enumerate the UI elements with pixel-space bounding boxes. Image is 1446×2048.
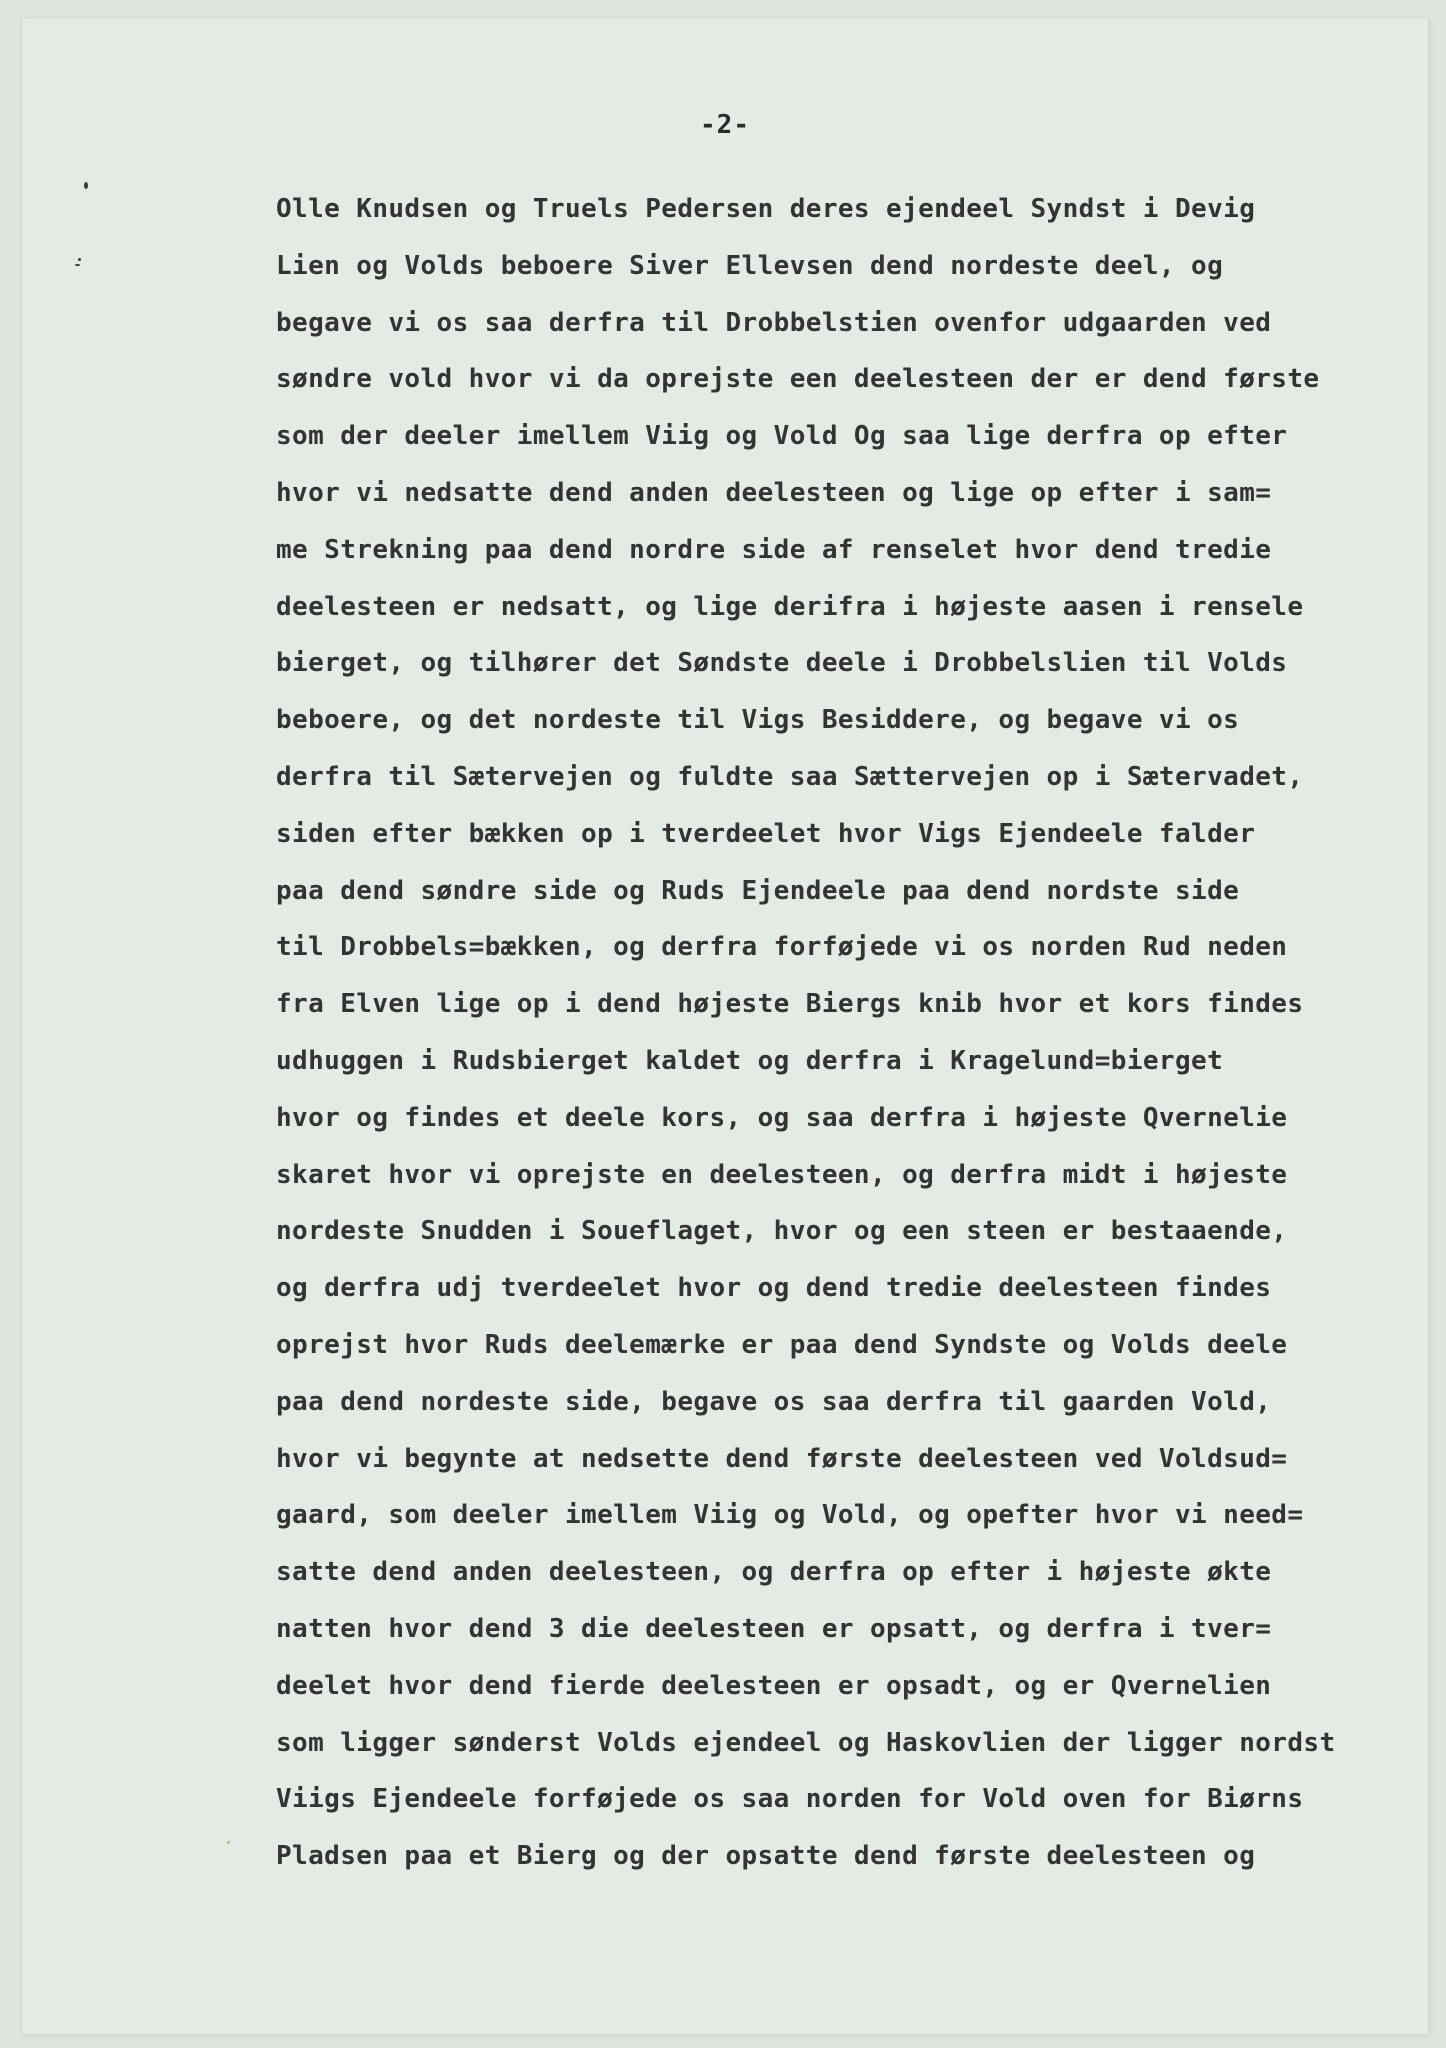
margin-mark <box>84 182 88 189</box>
text-line: derfra til Sætervejen og fuldte saa Sættervejen op i Sætervadet, <box>276 761 1304 792</box>
text-line: som der deeler imellem Viig og Vold Og saa lige derfra op efter <box>276 421 1288 452</box>
text-line: og derfra udj tverdeelet hvor og dend tredie deelesteen findes <box>276 1273 1272 1304</box>
text-line: begave vi os saa derfra til Drobbelstien ovenfor udgaarden ved <box>276 307 1272 338</box>
text-line: Olle Knudsen og Truels Pedersen deres ejendeel Syndst i Devig <box>276 194 1256 224</box>
text-line: Pladsen paa et Bierg og der opsatte dend første deelesteen og <box>276 1841 1256 1872</box>
body-text <box>276 181 1436 1885</box>
text-line: bierget, og tilhører det Søndste deele i Drobbelslien til Volds <box>276 648 1288 679</box>
text-line: beboere, og det nordeste til Vigs Besiddere, og begave vi os <box>276 705 1240 736</box>
text-line: gaard, som deeler imellem Viig og Vold, og opefter hvor vi need= <box>276 1500 1304 1531</box>
text-line: hvor og findes et deele kors, og saa derfra i højeste Qvernelie <box>276 1102 1288 1133</box>
text-line: satte dend anden deelesteen, og derfra op efter i højeste økte <box>276 1557 1272 1588</box>
text-line: me Strekning paa dend nordre side af renselet hvor dend tredie <box>276 534 1272 565</box>
text-line: natten hvor dend 3 die deelesteen er opsatt, og derfra i tver= <box>276 1613 1272 1644</box>
text-line: deelet hvor dend fierde deelesteen er opsadt, og er Qvernelien <box>276 1670 1272 1701</box>
paper-speck <box>227 1841 230 1844</box>
margin-mark <box>78 258 81 261</box>
text-line: til Drobbels=bækken, og derfra forføjede vi os norden Rud neden <box>276 932 1288 963</box>
text-line: oprejst hvor Ruds deelemærke er paa dend Syndste og Volds deele <box>276 1329 1288 1360</box>
page-number: -2- <box>700 110 750 140</box>
text-line: hvor vi begynte at nedsette dend første deelesteen ved Voldsud= <box>276 1443 1288 1474</box>
text-line: udhuggen i Rudsbierget kaldet og derfra i Kragelund=bierget <box>276 1045 1224 1076</box>
text-line: paa dend søndre side og Ruds Ejendeele paa dend nordste side <box>276 875 1240 906</box>
text-line: søndre vold hvor vi da oprejste een deelesteen der er dend første <box>276 364 1320 395</box>
text-line: nordeste Snudden i Soueflaget, hvor og een steen er bestaaende, <box>276 1216 1288 1247</box>
text-line: Lien og Volds beboere Siver Ellevsen dend nordeste deel, og <box>276 250 1224 281</box>
text-line: paa dend nordeste side, begave os saa derfra til gaarden Vold, <box>276 1386 1272 1417</box>
text-line: som ligger sønderst Volds ejendeel og Haskovlien der ligger nordst <box>276 1727 1336 1758</box>
text-line: fra Elven lige op i dend højeste Biergs knib hvor et kors findes <box>276 989 1304 1020</box>
text-line: Viigs Ejendeele forføjede os saa norden for Vold oven for Biørns <box>276 1784 1304 1815</box>
text-line: deelesteen er nedsatt, og lige derifra i højeste aasen i rensele <box>276 591 1304 622</box>
text-line: siden efter bækken op i tverdeelet hvor Vigs Ejendeele falder <box>276 818 1256 849</box>
margin-mark <box>75 264 80 266</box>
text-line: skaret hvor vi oprejste en deelesteen, og derfra midt i højeste <box>276 1159 1288 1190</box>
document-page <box>22 18 1428 2034</box>
text-line: hvor vi nedsatte dend anden deelesteen og lige op efter i sam= <box>276 477 1272 508</box>
